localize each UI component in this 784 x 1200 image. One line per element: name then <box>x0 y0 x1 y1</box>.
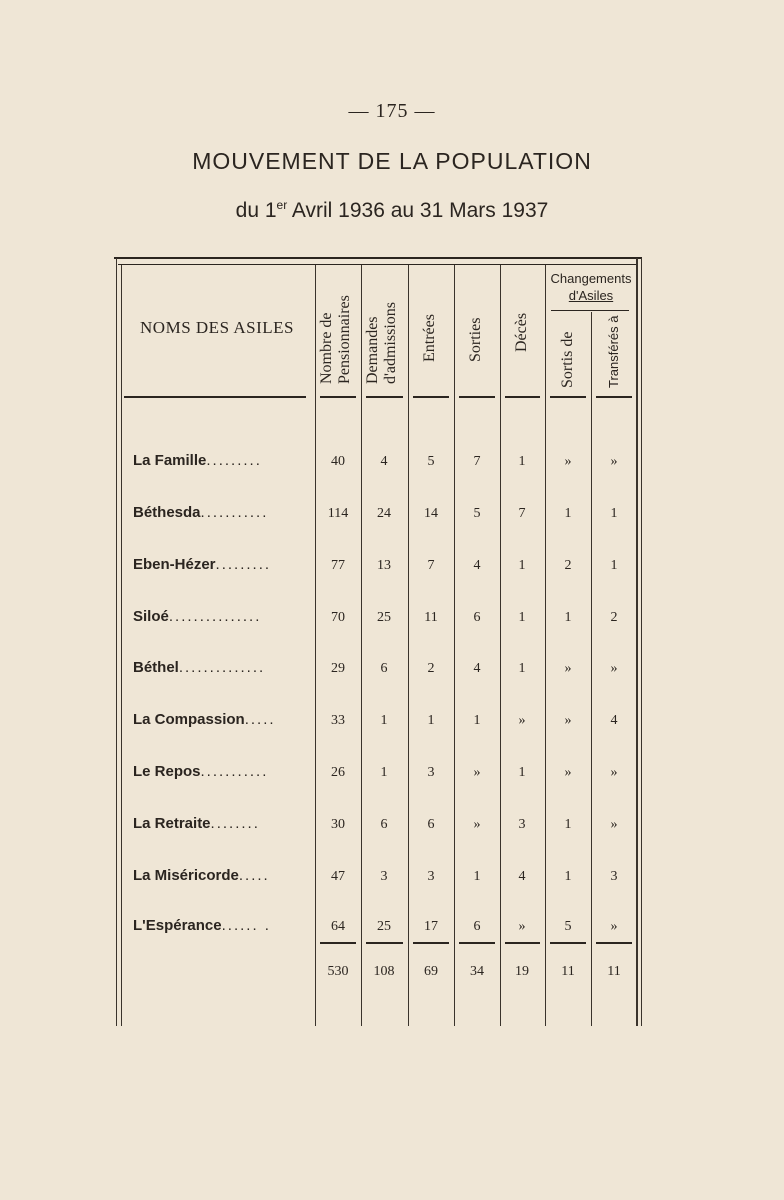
row-name-leader-dots: ........... <box>200 763 269 780</box>
row-name <box>133 504 311 521</box>
row-name-label: Eben-Hézer <box>133 556 216 573</box>
table-top-rule-inner <box>118 264 638 265</box>
table-cell: 64 <box>331 919 345 934</box>
header-entrees <box>421 314 439 362</box>
table-cell: 1 <box>473 869 481 884</box>
row-name-leader-dots: ........... <box>200 504 269 521</box>
row-name <box>133 867 311 884</box>
table-cell: 25 <box>377 919 391 934</box>
total-rule-c4 <box>459 942 495 944</box>
table-cell: 6 <box>473 919 481 934</box>
total-cell: 34 <box>470 964 484 979</box>
total-rule-c7 <box>596 942 632 944</box>
row-name-leader-dots: ......... <box>215 556 272 573</box>
table-cell: 1 <box>473 713 481 728</box>
table-cell: 24 <box>377 506 391 521</box>
table-cell: 1 <box>518 661 526 676</box>
table-cell: 2 <box>564 558 572 573</box>
table-cell: » <box>564 765 572 780</box>
total-cell: 69 <box>424 964 438 979</box>
table-cell: 25 <box>377 610 391 625</box>
subtitle-rest: Avril 1936 au 31 Mars 1937 <box>287 199 549 222</box>
row-name-leader-dots: .............. <box>178 659 266 676</box>
row-name-label: Béthel <box>133 659 179 676</box>
col-sep-5 <box>500 265 501 1026</box>
header-sortis-de <box>559 332 577 388</box>
table-cell: 4 <box>473 558 481 573</box>
row-name-leader-dots: ......... <box>206 452 262 469</box>
table-cell: 1 <box>518 610 526 625</box>
header-rule-c6 <box>550 396 586 398</box>
col-sep-2 <box>361 265 362 1026</box>
table-cell: 1 <box>564 610 572 625</box>
table-cell: 2 <box>610 610 618 625</box>
header-rule-c1 <box>320 396 356 398</box>
table-cell: 1 <box>610 558 618 573</box>
table-cell: 1 <box>380 765 388 780</box>
table-cell: 3 <box>427 869 435 884</box>
total-cell: 11 <box>607 964 621 979</box>
row-name-label: Le Repos <box>133 763 201 780</box>
header-sorties-line1: Sorties <box>467 317 484 362</box>
table-cell: 1 <box>518 558 526 573</box>
page-number: — 175 — <box>348 100 436 122</box>
table-cell: » <box>473 765 481 780</box>
table-cell: 3 <box>518 817 526 832</box>
header-transferes <box>605 316 623 389</box>
row-name <box>133 711 311 728</box>
table-cell: » <box>610 454 618 469</box>
table-cell: 14 <box>424 506 438 521</box>
total-rule-c3 <box>413 942 449 944</box>
header-sorties <box>467 318 485 362</box>
row-name-label: La Miséricorde <box>133 867 239 884</box>
header-deces-line1: Décès <box>513 312 530 352</box>
table-cell: 17 <box>424 919 438 934</box>
table-cell: 3 <box>427 765 435 780</box>
row-name-leader-dots: ..... <box>244 711 276 728</box>
row-name-leader-dots: ...... . <box>221 917 271 934</box>
table-cell: » <box>518 713 526 728</box>
col-sep-3 <box>408 265 409 1026</box>
header-demandes-line2: d'admissions <box>382 302 399 384</box>
group-header-rule <box>551 310 629 311</box>
row-name <box>133 917 311 934</box>
row-name-label: La Famille <box>133 452 207 469</box>
table-cell: » <box>610 817 618 832</box>
total-cell: 11 <box>561 964 575 979</box>
row-name-leader-dots: ........ <box>210 815 260 832</box>
table-cell: 1 <box>427 713 435 728</box>
row-name <box>133 452 311 469</box>
row-name-label: La Compassion <box>133 711 245 728</box>
header-rule-c7 <box>596 396 632 398</box>
table-cell: » <box>564 454 572 469</box>
table-cell: 5 <box>427 454 435 469</box>
table-cell: 1 <box>610 506 618 521</box>
table-cell: 70 <box>331 610 345 625</box>
header-pensionnaires-line1: Nombre de <box>318 312 335 384</box>
subtitle-superscript: er <box>276 198 288 212</box>
table-cell: 3 <box>380 869 388 884</box>
table-cell: 4 <box>473 661 481 676</box>
col-sep-6 <box>545 265 546 1026</box>
header-demandes <box>364 302 400 384</box>
row-name-leader-dots: ............... <box>168 608 262 625</box>
header-pensionnaires-line2: Pensionnaires <box>336 295 353 384</box>
table-cell: 7 <box>473 454 481 469</box>
table-cell: 6 <box>380 817 388 832</box>
group-header-changements <box>546 270 636 304</box>
table-cell: 2 <box>427 661 435 676</box>
table-cell: 13 <box>377 558 391 573</box>
table-right-border-outer <box>641 258 642 1026</box>
header-deces <box>513 313 531 352</box>
total-rule-c1 <box>320 942 356 944</box>
total-cell: 530 <box>327 964 349 979</box>
row-name-label: Béthesda <box>133 504 201 521</box>
total-rule-c2 <box>366 942 403 944</box>
table-cell: » <box>564 661 572 676</box>
table-cell: 1 <box>564 506 572 521</box>
table-cell: » <box>473 817 481 832</box>
table-cell: 1 <box>564 817 572 832</box>
table-left-border-inner <box>121 265 122 1026</box>
row-name-label: Siloé <box>133 608 169 625</box>
row-name-label: La Retraite <box>133 815 211 832</box>
group-header-line1: Changements <box>550 271 632 286</box>
table-cell: 26 <box>331 765 345 780</box>
table-cell: 1 <box>564 869 572 884</box>
row-name <box>133 763 311 780</box>
row-name <box>133 556 311 573</box>
table-cell: 7 <box>427 558 435 573</box>
header-pensionnaires <box>318 295 354 384</box>
table-cell: 30 <box>331 817 345 832</box>
row-name-leader-dots: ..... <box>238 867 270 884</box>
table-cell: » <box>610 919 618 934</box>
col-sep-1 <box>315 265 316 1026</box>
table-cell: 5 <box>473 506 481 521</box>
group-header-line2: d'Asiles <box>568 288 614 303</box>
header-demandes-line1: Demandes <box>364 316 381 384</box>
header-rule-c3 <box>413 396 449 398</box>
table-cell: 11 <box>424 610 438 625</box>
table-cell: 47 <box>331 869 345 884</box>
table-cell: 4 <box>518 869 526 884</box>
header-rule-c5 <box>505 396 540 398</box>
header-transferes-line1: Transférés à <box>606 315 621 388</box>
total-cell: 108 <box>373 964 395 979</box>
table-cell: 4 <box>610 713 618 728</box>
table-cell: 77 <box>331 558 345 573</box>
table-cell: » <box>518 919 526 934</box>
page-title: MOUVEMENT DE LA POPULATION <box>192 148 592 174</box>
table-cell: 7 <box>518 506 526 521</box>
table-cell: 6 <box>427 817 435 832</box>
table-cell: 6 <box>473 610 481 625</box>
header-rule-c4 <box>459 396 495 398</box>
row-name <box>133 659 311 676</box>
table-cell: 3 <box>610 869 618 884</box>
total-rule-c6 <box>550 942 586 944</box>
table-cell: 29 <box>331 661 345 676</box>
table-cell: 5 <box>564 919 572 934</box>
table-cell: 6 <box>380 661 388 676</box>
subtitle-prefix: du 1 <box>235 199 277 222</box>
row-name <box>133 608 311 625</box>
row-name-label: L'Espérance <box>133 917 222 934</box>
total-cell: 19 <box>515 964 529 979</box>
table-cell: 4 <box>380 454 388 469</box>
table-cell: » <box>610 765 618 780</box>
table-cell: 1 <box>518 454 526 469</box>
row-name <box>133 815 311 832</box>
table-top-rule <box>114 257 642 259</box>
table-cell: 1 <box>518 765 526 780</box>
table-left-border <box>116 258 117 1026</box>
col-sep-7 <box>591 312 592 1026</box>
table-right-border <box>636 258 638 1026</box>
total-rule-c5 <box>505 942 540 944</box>
header-rule-c2 <box>366 396 403 398</box>
table-cell: 40 <box>331 454 345 469</box>
table-cell: » <box>610 661 618 676</box>
header-rule-names <box>124 396 306 398</box>
table-cell: 1 <box>380 713 388 728</box>
header-entrees-line1: Entrées <box>421 314 438 362</box>
col-sep-4 <box>454 265 455 1026</box>
table-cell: 114 <box>327 506 349 521</box>
header-sortis-de-line1: Sortis de <box>559 331 576 388</box>
table-cell: » <box>564 713 572 728</box>
table-cell: 33 <box>331 713 345 728</box>
header-names: NOMS DES ASILES <box>140 318 294 337</box>
